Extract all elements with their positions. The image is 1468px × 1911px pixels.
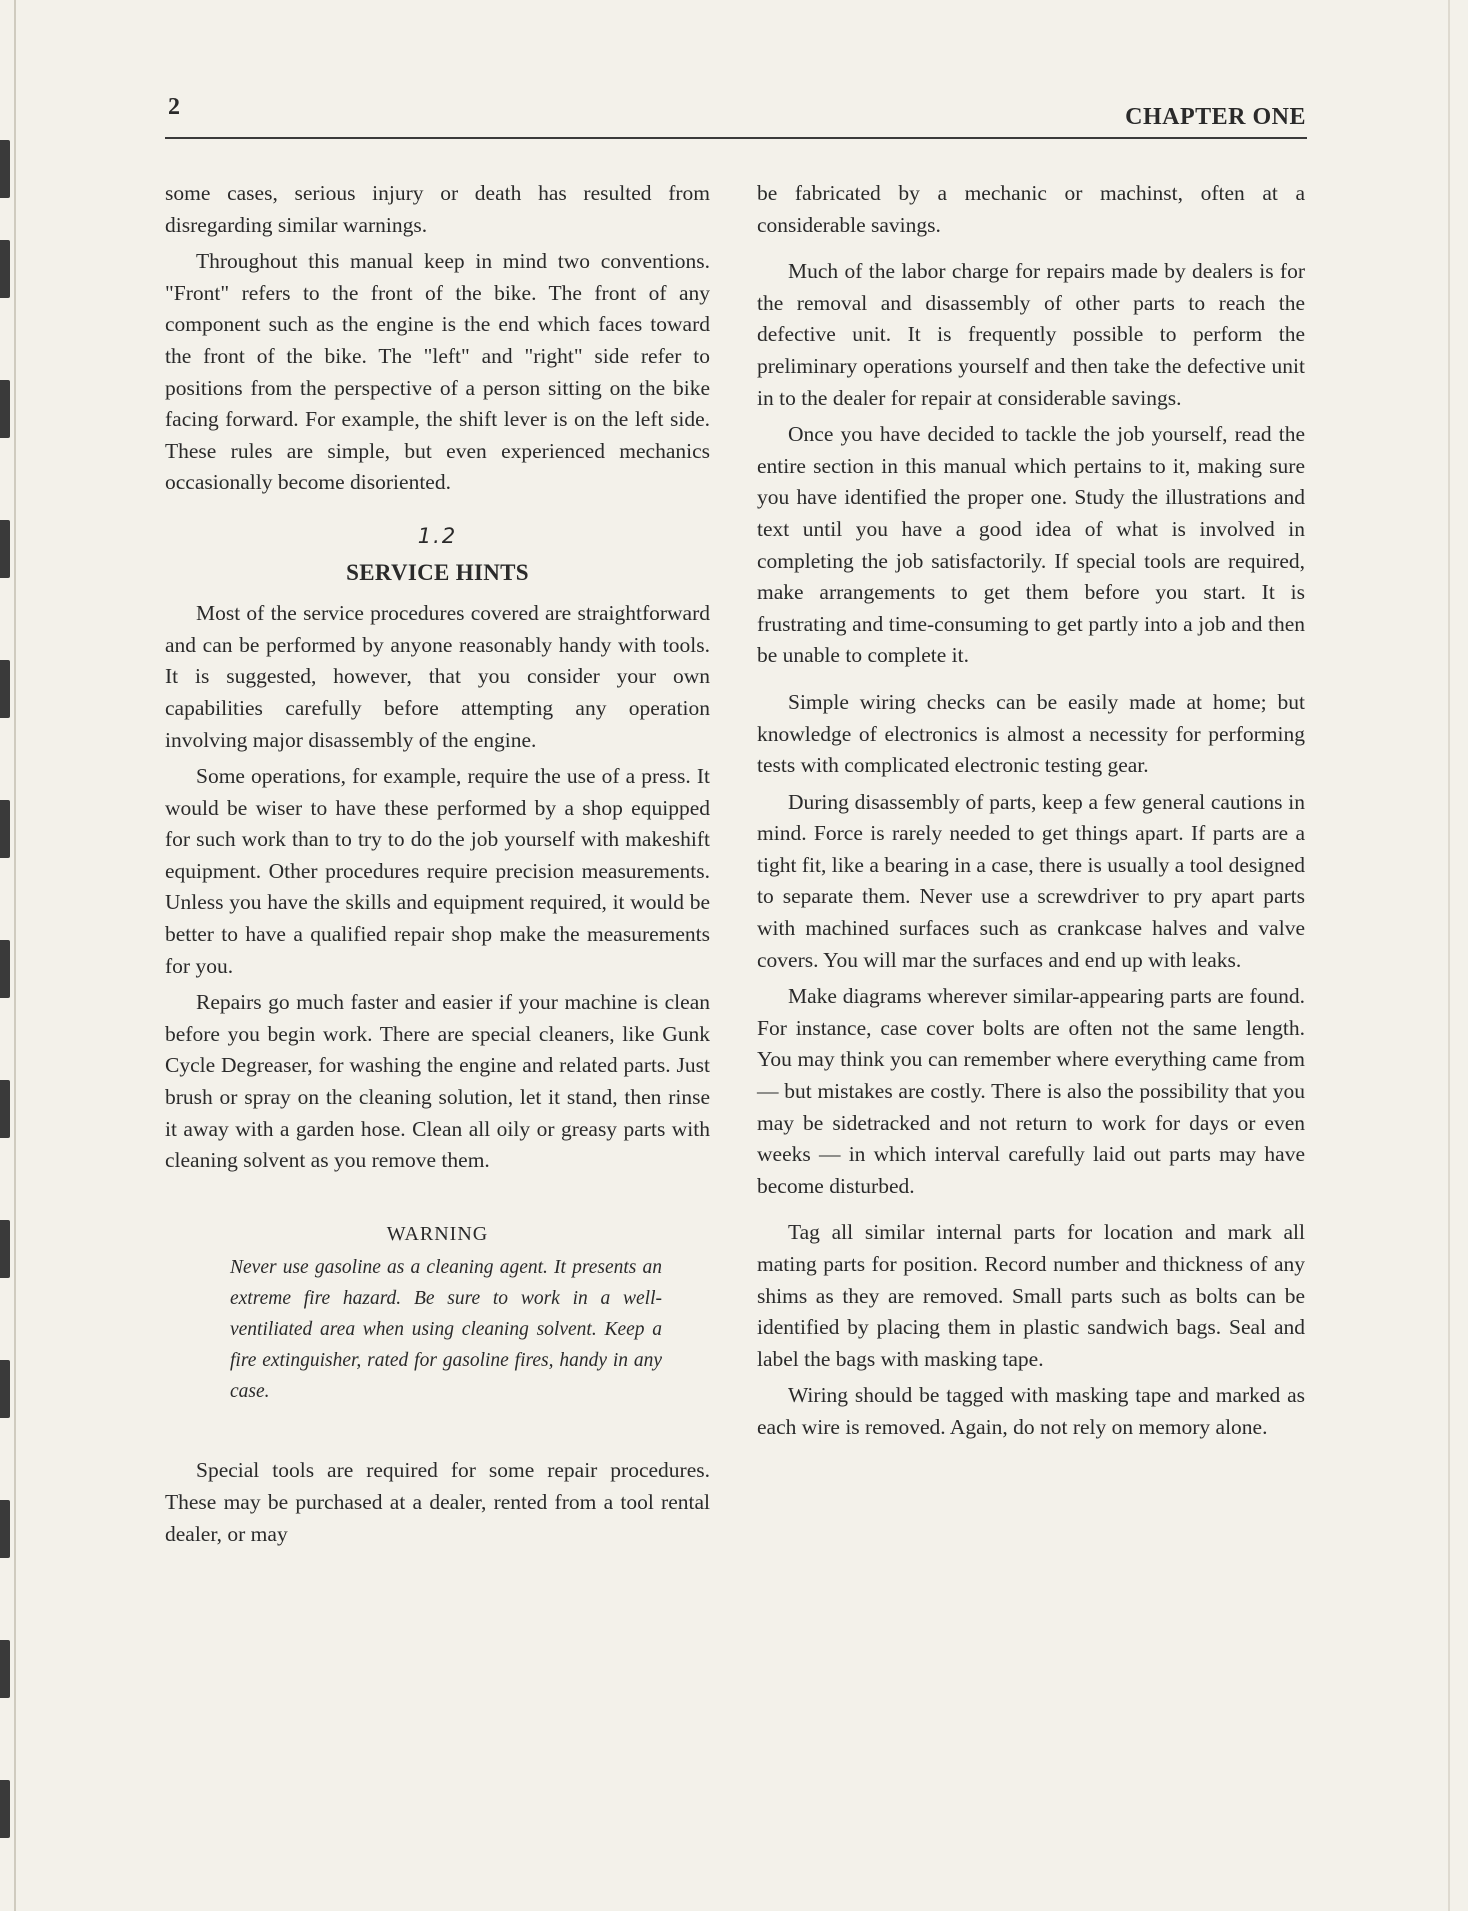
section-number: 1.2 [417, 523, 458, 548]
paragraph: some cases, serious injury or death has resulted from disregarding similar warnings. [165, 181, 710, 237]
paragraph: Most of the service procedures covered are straightforward and can be performed by anyone reasonably handy with tools. It is suggested, however, that you consider your own capabilities carefully before attempting any operation involving major disassembly of the engine. [165, 601, 710, 752]
binding-hole [0, 240, 10, 298]
paragraph: Some operations, for example, require the use of a press. It would be wiser to have these performed by a shop equipped for such work than to try to do the job yourself with makeshift equipment. Other procedures require precision measurements. Unless you have the skills and equipment required, it would be better to have a qualified repair shop make the measurements for you. [165, 764, 710, 978]
binding-hole [0, 1780, 10, 1838]
binding-hole [0, 1220, 10, 1278]
binding-hole [0, 660, 10, 718]
paragraph: During disassembly of parts, keep a few general cautions in mind. Force is rarely needed to get things apart. If parts are a tight fit, like a bearing in a case, there is usually a tool designed to separate them. Never use a screwdriver to pry apart parts with machined surfaces such as crankcase halves and valve covers. You will mar the surfaces and end up with leaks. [757, 789, 1305, 972]
paragraph: Much of the labor charge for repairs made by dealers is for the removal and disassembly of other parts to reach the defective unit. It is frequently possible to perform the preliminary operations yourself and then take the defective unit in to the dealer for repair at considerable savings. [757, 259, 1305, 410]
chapter-heading: CHAPTER ONE [1125, 104, 1306, 130]
section-title: SERVICE HINTS [346, 559, 529, 585]
page-number: 2 [168, 94, 180, 120]
paragraph: Throughout this manual keep in mind two conventions. "Front" refers to the front of the bike. The front of any component such as the engine is the end which faces toward the front of the bike. The "left" and "right" side refer to positions from the perspective of a person sitting on the bike facing forward. For example, the shift lever is on the left side. These rules are simple, but even experienced mechanics occasionally become disoriented. [165, 249, 710, 495]
binding-hole [0, 1500, 10, 1558]
right-column [757, 178, 1305, 1449]
paragraph: Special tools are required for some repair procedures. These may be purchased at a dealer, rented from a tool rental dealer, or may [165, 1458, 710, 1546]
page-edge [14, 0, 16, 1911]
paragraph: Simple wiring checks can be easily made at home; but knowledge of electronics is almost a necessity for performing tests with complicated electronic testing gear. [757, 689, 1305, 778]
paragraph: Make diagrams wherever similar-appearing parts are found. For instance, case cover bolts are often not the same length. You may think you can remember where everything came from — but mistakes are costly. There is also the possibility that you may be sidetracked and not return to work for days or even weeks — in which interval carefully laid out parts may have become disturbed. [757, 984, 1305, 1198]
binding-hole [0, 940, 10, 998]
paragraph: Tag all similar internal parts for location and mark all mating parts for position. Record number and thickness of any shims as they are removed. Small parts such as bolts can be identified by placing them in plastic sandwich bags. Seal and label the bags with masking tape. [757, 1220, 1305, 1371]
paragraph: Wiring should be tagged with masking tape and marked as each wire is removed. Again, do not rely on memory alone. [757, 1383, 1305, 1439]
warning-title: WARNING [386, 1222, 489, 1245]
binding-hole [0, 140, 10, 198]
left-column [165, 178, 710, 1555]
binding-hole [0, 380, 10, 438]
paragraph: be fabricated by a mechanic or machinst, often at a considerable savings. [757, 181, 1305, 237]
spiral-binding-holes [0, 0, 16, 1911]
binding-hole [0, 1360, 10, 1418]
paragraph: Repairs go much faster and easier if your machine is clean before you begin work. There are special cleaners, like Gunk Cycle Degreaser, for washing the engine and related parts. Just brush or spray on the cleaning solution, let it stand, then rinse it away with a garden hose. Clean all oily or greasy parts with cleaning solvent as you remove them. [165, 990, 710, 1173]
warning-text: Never use gasoline as a cleaning agent. It presents an extreme fire hazard. Be sure to work in a well-ventiliated area when using cleaning solvent. Keep a fire extinguisher, rated for gasoline fires, handy in any case. [230, 1257, 662, 1403]
binding-hole [0, 520, 10, 578]
paragraph: Once you have decided to tackle the job yourself, read the entire section in this manual which pertains to it, making sure you have identified the proper one. Study the illustrations and text until you have a good idea of what is involved in completing the job satisfactorily. If special tools are required, make arrangements to get them before you start. It is frustrating and time-consuming to get partly into a job and then be unable to complete it. [757, 422, 1305, 668]
warning-box [165, 1219, 710, 1408]
binding-hole [0, 1640, 10, 1698]
binding-hole [0, 1080, 10, 1138]
page-edge-right [1448, 0, 1450, 1911]
header-rule [165, 137, 1307, 139]
binding-hole [0, 800, 10, 858]
